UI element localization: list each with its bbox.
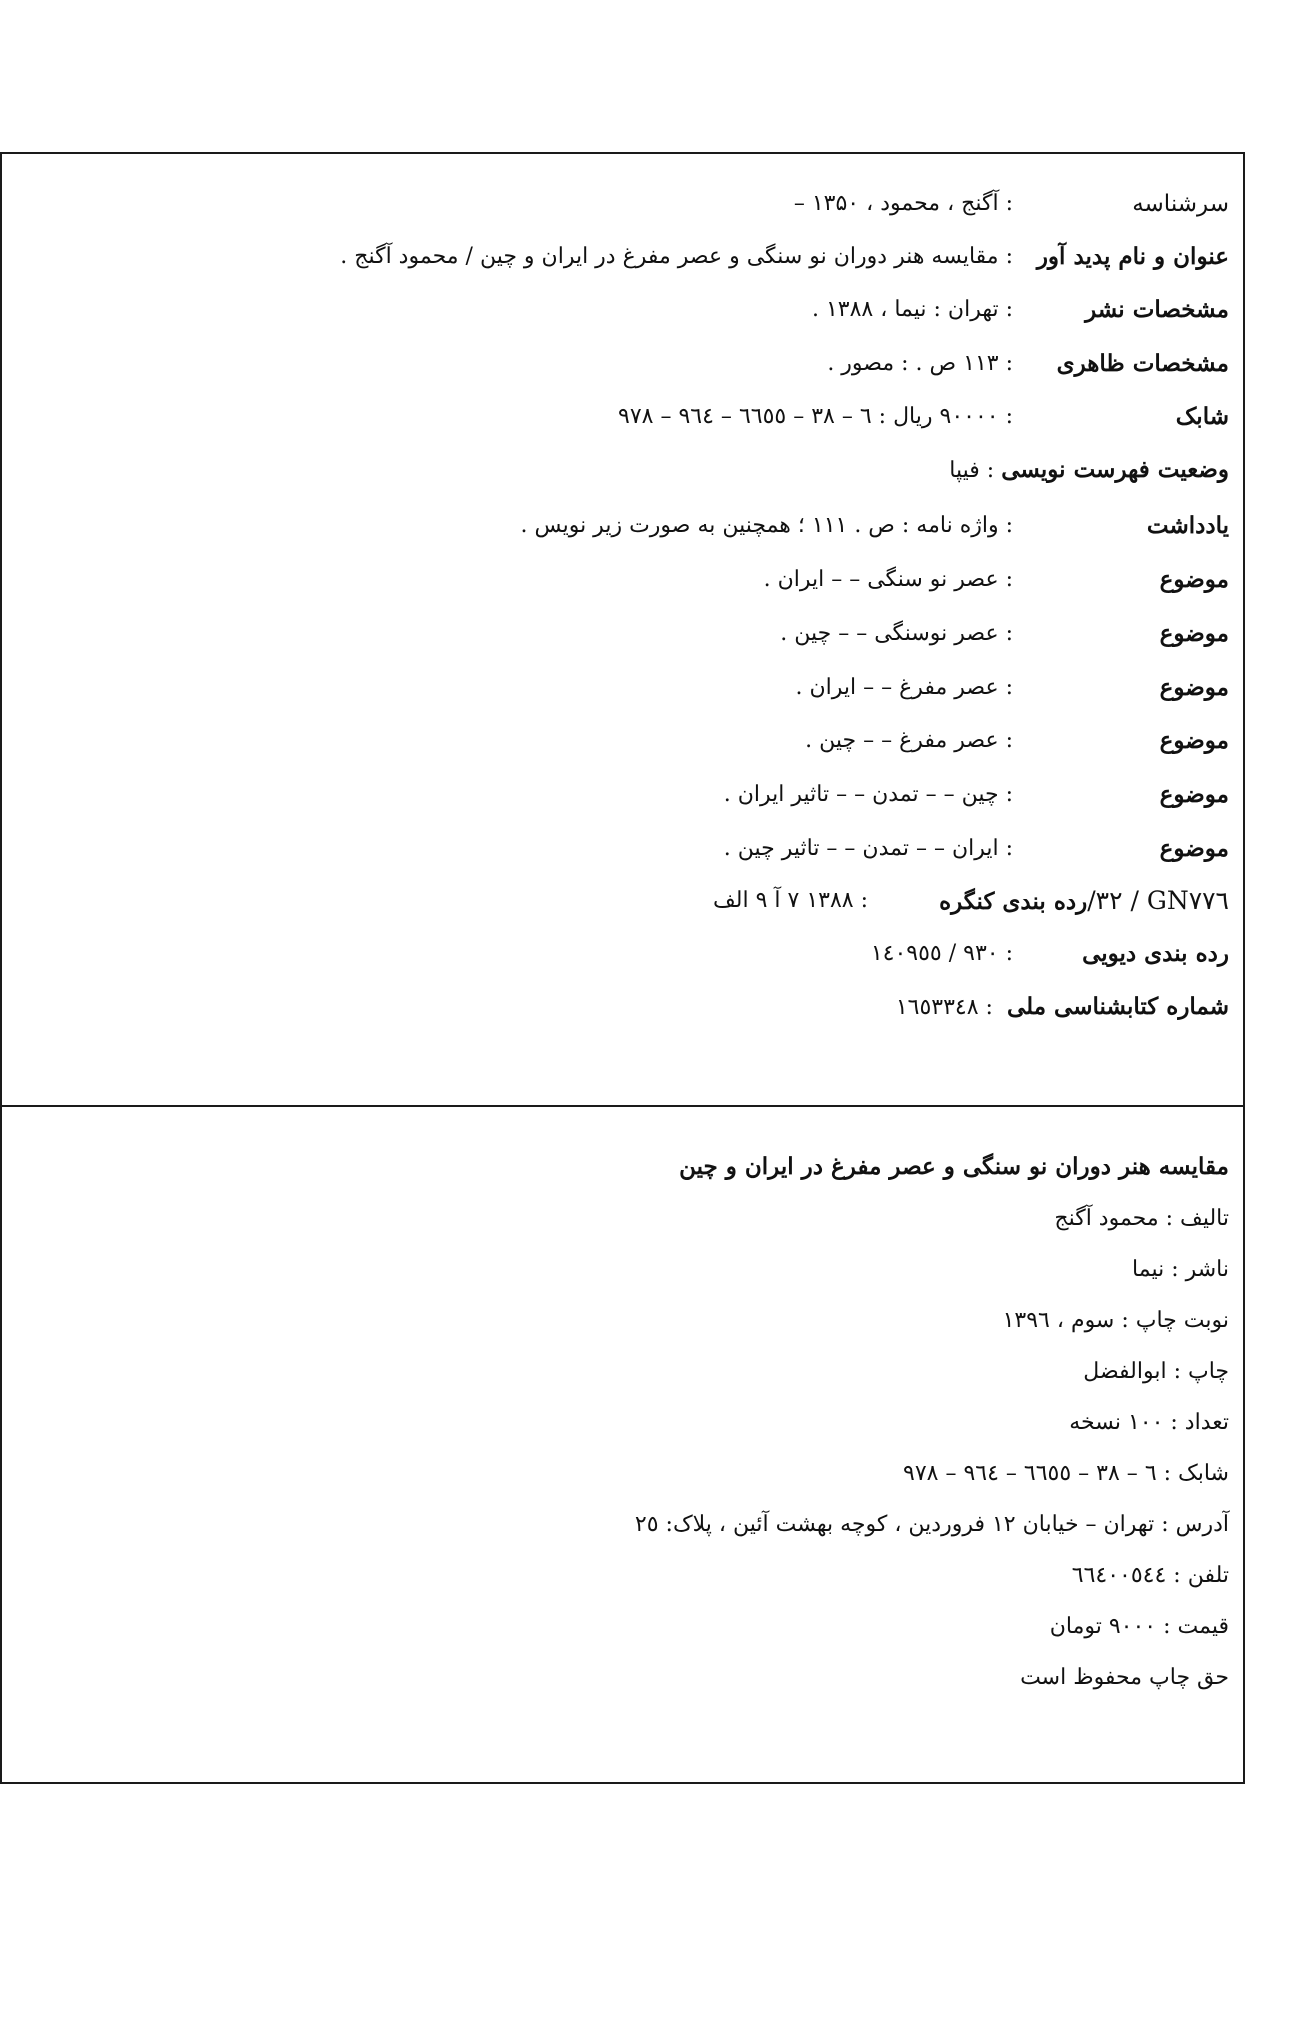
national-bibliography-number [896,987,1229,1028]
cip-value: : واژه نامه : ص . ۱۱۱ ؛ همچنین به صورت زیر نویس . [520,513,1013,538]
cip-label: عنوان و نام پدید آور [1036,243,1229,270]
cip-label: یادداشت [1146,512,1229,539]
cip-label: مشخصات نشر [1085,296,1229,323]
cip-block [2,154,1243,1107]
cip-value: : تهران : نیما ، ۱۳۸۸ . [811,297,1013,322]
cip-value: : ۱۳۸۸ ۷ آ ۹ الف [712,888,868,913]
cip-label: موضوع [1159,727,1229,754]
cip-row-note [2,506,1243,546]
cip-value: : چین – – تمدن – – تاثیر ایران . [723,782,1013,807]
cip-value: : ۱٦٥۳۳٤۸ [895,995,993,1020]
cip-row-subject [2,668,1243,708]
cip-label: مشخصات ظاهری [1056,350,1229,377]
cip-label: شماره کتابشناسی ملی [1006,993,1229,1020]
cip-value: : آگنج ، محمود ، ۱۳۵۰ – [793,191,1013,216]
cip-value: : عصر مفرغ – – ایران . [795,675,1013,700]
cip-label: موضوع [1159,835,1229,862]
cip-label: شابک [1175,403,1229,430]
cip-value: : عصر نوسنگی – – چین . [780,621,1013,646]
book-title: مقایسه هنر دوران نو سنگی و عصر مفرغ در ایران و چین [679,1153,1229,1180]
cip-value: : ۱۱۳ ص . : مصور . [827,351,1013,376]
cip-value: : ۹۳۰ / ۱٤۰۹٥٥ [870,941,1013,966]
cip-row-subject [2,614,1243,654]
cip-row-national-number [2,987,1243,1027]
cip-row-physical [2,344,1243,384]
imprint-publisher: ناشر : نیما [1132,1257,1229,1282]
imprint-edition: نوبت چاپ : سوم ، ۱۳۹٦ [1002,1308,1229,1333]
cip-label: رده بندی کنگره [939,888,1088,915]
cip-row-subject [2,721,1243,761]
cip-row-catalog-status [2,450,1243,490]
imprint-price: قیمت : ۹۰۰۰ تومان [1049,1614,1229,1639]
imprint-print-run: تعداد : ۱۰۰ نسخه [1069,1410,1229,1435]
cip-label: رده بندی دیویی [1082,940,1229,967]
imprint-block [2,1107,1243,1782]
cip-label: موضوع [1159,566,1229,593]
imprint-author: تالیف : محمود آگنج [1054,1206,1229,1231]
imprint-address: آدرس : تهران – خیابان ۱۲ فروردین ، کوچه بهشت آئین ، پلاک: ۲٥ [634,1512,1229,1537]
cip-label: موضوع [1159,674,1229,701]
imprint-isbn: شابک : ٦ – ۳۸ – ٦٦٥٥ – ۹٦٤ – ۹۷۸ [903,1461,1229,1486]
cip-label: موضوع [1159,781,1229,808]
imprint-phone: تلفن : ٦٦٤۰۰٥٤٤ [1071,1563,1229,1588]
cip-row-congress [2,881,1243,921]
cip-label: سرشناسه [1132,191,1229,217]
cip-label: موضوع [1159,620,1229,647]
cip-row-isbn [2,397,1243,437]
cip-row-subject [2,775,1243,815]
cip-value: : فیپا [949,458,1002,483]
congress-classification [939,881,1229,923]
cip-value: : عصر مفرغ – – چین . [805,728,1013,753]
cip-label: وضعیت فهرست نویسی [1001,456,1229,483]
cip-value: : مقایسه هنر دوران نو سنگی و عصر مفرغ در ایران و چین / محمود آگنج . [340,244,1013,269]
cip-page-frame [0,152,1245,1784]
cip-value: : عصر نو سنگی – – ایران . [763,567,1013,592]
cip-value: : ۹۰۰۰۰ ریال : ٦ – ۳۸ – ٦٦٥٥ – ۹٦٤ – ۹۷۸ [618,404,1013,429]
imprint-copyright: حق چاپ محفوظ است [1020,1665,1229,1690]
imprint-printer: چاپ : ابوالفضل [1083,1359,1229,1384]
cip-row-dewey [2,934,1243,974]
cip-row-publication [2,290,1243,330]
cip-row-title [2,237,1243,277]
congress-prefix: GN۷۷٦ / ۳۲/ [1087,886,1229,915]
cip-row-subject [2,829,1243,869]
catalog-status [949,450,1229,491]
cip-row-main-entry [2,184,1243,224]
cip-row-subject [2,560,1243,600]
cip-value: : ایران – – تمدن – – تاثیر چین . [723,836,1013,861]
